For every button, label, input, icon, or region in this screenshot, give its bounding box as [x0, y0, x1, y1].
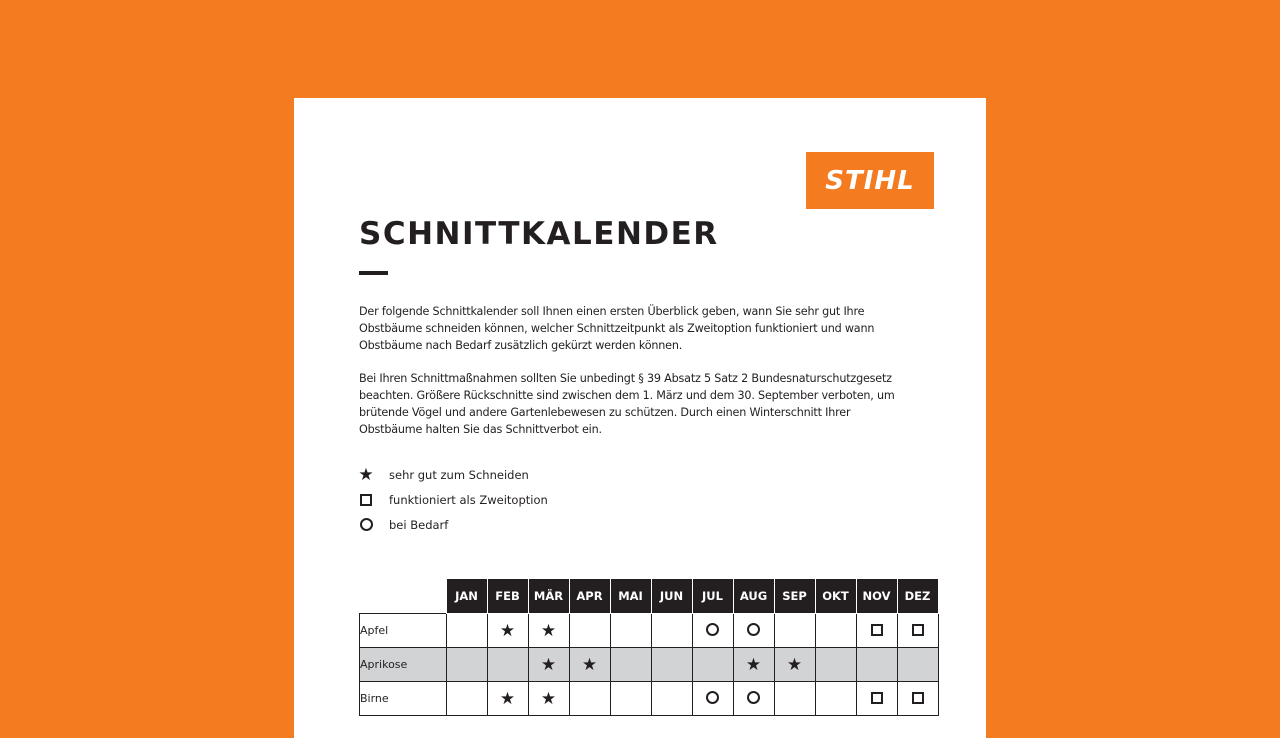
month-cell: [815, 648, 856, 682]
legend: [359, 462, 659, 537]
star-icon: ★: [540, 689, 557, 709]
month-cell: [897, 648, 938, 682]
legend-item-square: [359, 487, 659, 512]
month-cell: [446, 648, 487, 682]
month-cell: [815, 614, 856, 648]
star-icon: ★: [499, 689, 516, 709]
star-icon: ★: [581, 655, 598, 675]
square-icon: [869, 690, 885, 706]
month-cell: [692, 682, 733, 716]
fruit-name-cell: Apfel: [360, 614, 447, 648]
month-cell: [487, 648, 528, 682]
star-icon: ★: [358, 464, 374, 485]
legal-paragraph: Bei Ihren Schnittmaßnahmen sollten Sie unbedingt § 39 Absatz 5 Satz 2 Bundesnaturschutzgesetz beachten. Größere Rückschnitte sind zwischen dem 1. März und dem 30. September verboten, um brütende Vögel und andere Gartenlebewesen zu schützen. Durch einen Winterschnitt Ihrer Obstbäume halten Sie das Schnittverbot ein.: [359, 372, 895, 436]
square-icon: [359, 493, 373, 507]
month-cell: [774, 682, 815, 716]
month-cell: [856, 648, 897, 682]
legend-item-star: [359, 462, 659, 487]
title-underline: [359, 271, 388, 275]
star-icon: ★: [540, 655, 557, 675]
square-icon: [869, 622, 885, 638]
month-header: MÄR: [528, 579, 569, 614]
intro-paragraph: Der folgende Schnittkalender soll Ihnen einen ersten Überblick geben, wann Sie sehr gut Ihre Obstbäume schneiden können, welcher Schnittzeitpunkt als Zweitoption funktioniert und wann Obstbäume nach Bedarf zusätzlich gekürzt werden können.: [359, 305, 875, 352]
legend-label: funktioniert als Zweitoption: [389, 492, 548, 507]
month-header: AUG: [733, 579, 774, 614]
circle-icon: [705, 622, 721, 638]
stihl-logo: STIHL: [806, 152, 934, 209]
fruit-name-cell: Birne: [360, 682, 447, 716]
month-cell: [692, 614, 733, 648]
table-row: [360, 682, 939, 716]
month-header: MAI: [610, 579, 651, 614]
month-header: DEZ: [897, 579, 938, 614]
month-header: FEB: [487, 579, 528, 614]
circle-icon: [746, 690, 762, 706]
star-icon: ★: [745, 655, 762, 675]
month-cell: [815, 682, 856, 716]
legend-item-circle: [359, 512, 659, 537]
month-cell: [774, 648, 815, 682]
legend-label: bei Bedarf: [389, 517, 449, 532]
table-row: [360, 614, 939, 648]
month-cell: [610, 648, 651, 682]
month-cell: [651, 648, 692, 682]
circle-icon: [705, 690, 721, 706]
table-body: [360, 614, 939, 716]
month-cell: [446, 682, 487, 716]
table-header-row: [360, 579, 939, 614]
month-cell: [528, 648, 569, 682]
month-header: NOV: [856, 579, 897, 614]
month-header: JAN: [446, 579, 487, 614]
month-cell: [610, 614, 651, 648]
month-cell: [897, 682, 938, 716]
star-icon: ★: [786, 655, 803, 675]
pruning-calendar-table: [359, 579, 939, 716]
month-cell: [692, 648, 733, 682]
month-cell: [446, 614, 487, 648]
month-cell: [733, 648, 774, 682]
month-cell: [569, 682, 610, 716]
circle-icon: [746, 622, 762, 638]
month-cell: [528, 614, 569, 648]
star-icon: ★: [540, 621, 557, 641]
square-icon: [910, 690, 926, 706]
month-cell: [897, 614, 938, 648]
month-cell: [487, 614, 528, 648]
month-header: SEP: [774, 579, 815, 614]
month-cell: [733, 682, 774, 716]
circle-icon: [359, 518, 373, 532]
month-cell: [774, 614, 815, 648]
fruit-name-cell: Aprikose: [360, 648, 447, 682]
month-header: OKT: [815, 579, 856, 614]
star-icon: ★: [499, 621, 516, 641]
month-cell: [733, 614, 774, 648]
month-cell: [487, 682, 528, 716]
table-row: [360, 648, 939, 682]
page-title: SCHNITTKALENDER: [359, 216, 719, 252]
month-header: JUN: [651, 579, 692, 614]
document-page: [294, 98, 986, 738]
month-cell: [610, 682, 651, 716]
month-header: JUL: [692, 579, 733, 614]
square-icon: [910, 622, 926, 638]
month-cell: [856, 682, 897, 716]
month-header: APR: [569, 579, 610, 614]
table-corner: [360, 579, 447, 614]
month-cell: [569, 648, 610, 682]
legend-label: sehr gut zum Schneiden: [389, 467, 529, 482]
month-cell: [651, 682, 692, 716]
month-cell: [856, 614, 897, 648]
month-cell: [528, 682, 569, 716]
month-cell: [569, 614, 610, 648]
month-cell: [651, 614, 692, 648]
